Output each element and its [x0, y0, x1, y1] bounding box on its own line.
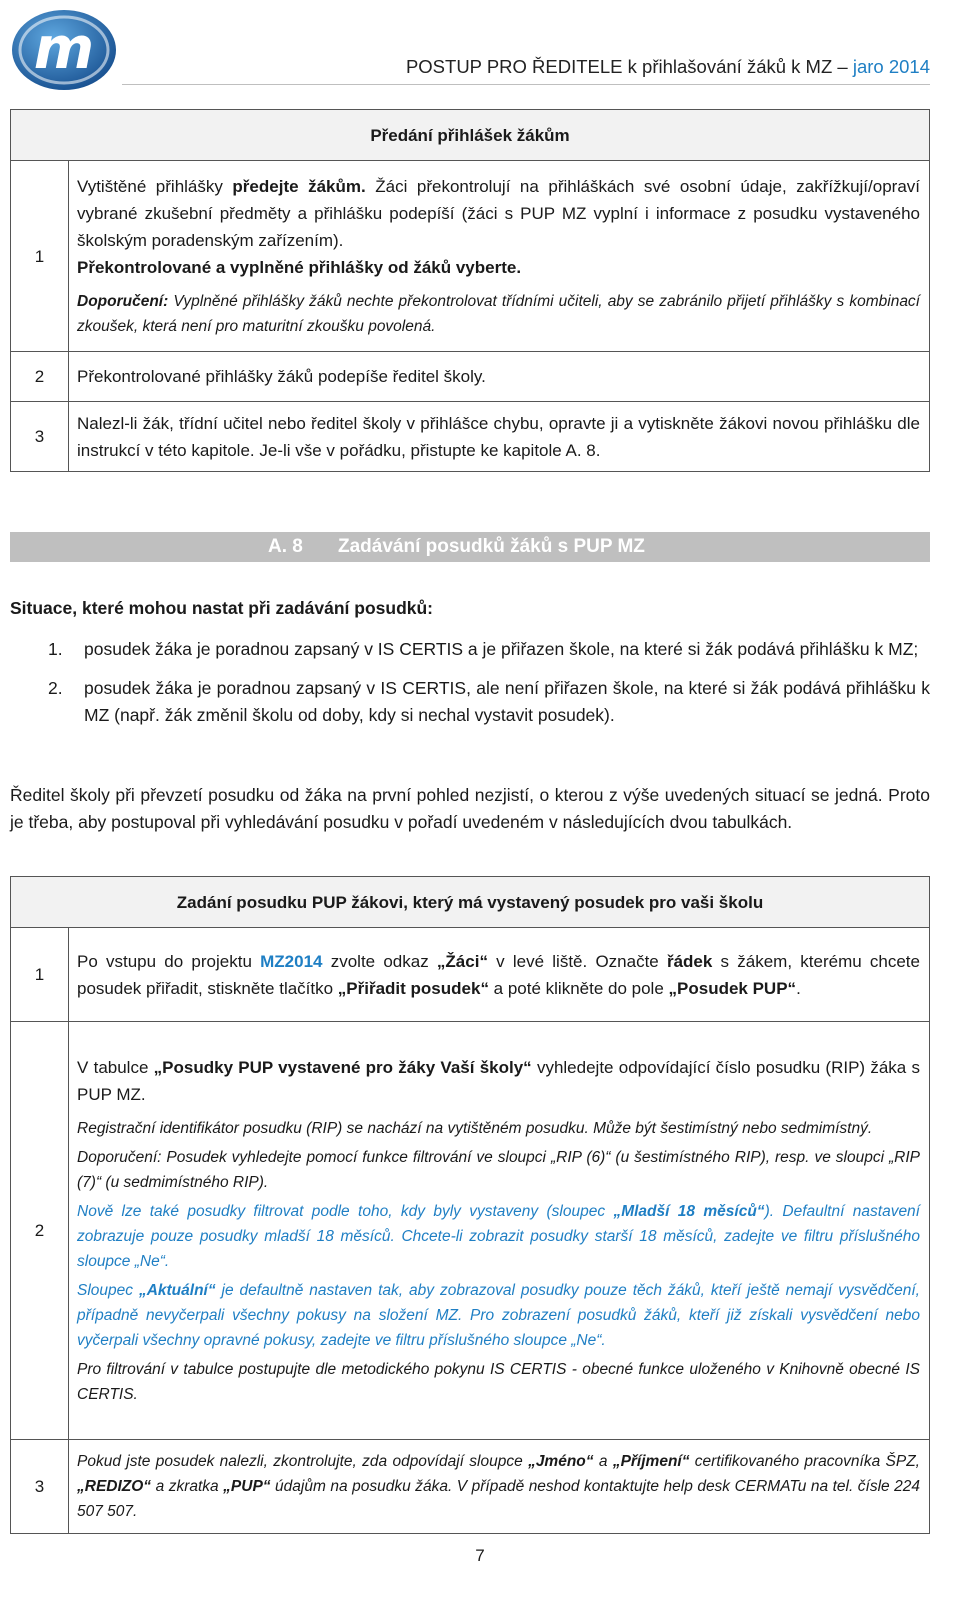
note-text: Nově lze také posudky filtrovat podle toho, kdy byly vystaveny (sloupec „Mladší 18 měsíců“). Defaultní nastavení zobrazuje pouze posudky mladší 18 měsíců. Chcete-li zobrazit posudky starší 18 měsíců, zadejte ve filtru příslušného sloupce „Ne“.	[77, 1203, 920, 1270]
section-number: A. 8	[268, 536, 303, 557]
step-number: 3	[11, 1440, 69, 1534]
step-number: 1	[11, 928, 69, 1022]
step-text: Nalezl-li žák, třídní učitel nebo ředitel školy v přihlášce chybu, opravte ji a vytiskněte žákovi novou přihlášku dle instrukcí v této kapitole. Je-li vše v pořádku, přistupte ke kapitole A. 8.	[69, 402, 930, 472]
section-heading	[10, 532, 930, 562]
project-name: MZ2014	[260, 951, 323, 971]
table-row	[11, 928, 930, 1022]
step-text: Překontrolované přihlášky žáků podepíše ředitel školy.	[69, 352, 930, 402]
step-number: 2	[11, 352, 69, 402]
step-text: V tabulce „Posudky PUP vystavené pro žáky Vaší školy“ vyhledejte odpovídající číslo posudku (RIP) žáka s PUP MZ. Registrační identifikátor posudku (RIP) se nachází na vytištěném posudku. Může být šestimístný nebo sedmimístný. Doporučení: Posudek vyhledejte pomocí funkce filtrování ve sloupci „RIP (6)“ (u šestimístného RIP), resp. ve sloupci „RIP (7)“ (u sedmimístného RIP). Nově lze také posudky filtrovat podle toho, kdy byly vystaveny (sloupec „Mladší 18 měsíců“). Defaultní nastavení zobrazuje pouze posudky mladší 18 měsíců. Chcete-li zobrazit posudky starší 18 měsíců, zadejte ve filtru příslušného sloupce „Ne“. Sloupec „Aktuální“ je defaultně nastaven tak, aby zobrazoval posudky pouze těch žáků, kteří ještě nemají vysvědčení, případně nevyčerpali všechny pokusy na složení MZ. Pro zobrazení posudků žáků, kteří již získali vysvědčení nebo vyčerpali všechny opravné pokusy, zadejte ve filtru příslušného sloupce „Ne“. Pro filtrování v tabulce postupujte dle metodického pokynu IS CERTIS - obecné funkce uloženého v Knihovně obecné IS CERTIS.	[69, 1022, 930, 1440]
step-number: 2	[11, 1022, 69, 1440]
step-text: Po vstupu do projektu MZ2014 zvolte odkaz „Žáci“ v levé liště. Označte řádek s žákem, kterému chcete posudek přiřadit, stiskněte tlačítko „Přiřadit posudek“ a poté klikněte do pole „Posudek PUP“.	[69, 928, 930, 1022]
list-item: 1. posudek žáka je poradnou zapsaný v IS CERTIS a je přiřazen škole, na které si žák podává přihlášku k MZ;	[48, 639, 919, 659]
step-text: Vytištěné přihlášky předejte žákům. Žáci překontrolují na přihláškách své osobní údaje, zakřížkují/opraví vybrané zkušební předměty a přihlášku podepíší (žáci s PUP MZ vyplní i informace z posudku vystaveného školským poradenským zařízením). Překontrolované a vyplněné přihlášky od žáků vyberte. Doporučení: Vyplněné přihlášky žáků nechte překontrolovat třídními učiteli, aby se zabránilo přijetí přihlášky s kombinací zkoušek, která není pro maturitní zkoušku povolená.	[69, 161, 930, 352]
table-heading: Předání přihlášek žákům	[11, 110, 930, 161]
note-text: Doporučení: Posudek vyhledejte pomocí funkce filtrování ve sloupci „RIP (6)“ (u šestimístného RIP), resp. ve sloupci „RIP (7)“ (u sedmimístného RIP).	[77, 1149, 920, 1191]
page-number: 7	[475, 1546, 485, 1565]
table-row	[11, 352, 930, 402]
table-heading: Zadání posudku PUP žákovi, který má vystavený posudek pro vaši školu	[11, 877, 930, 928]
list-item: 2. posudek žáka je poradnou zapsaný v IS CERTIS, ale není přiřazen škole, na které si žák podává přihlášku k MZ (např. žák změnil školu od doby, kdy si nechal vystavit posudek).	[48, 678, 930, 725]
header-divider	[122, 84, 930, 85]
note-text: Sloupec „Aktuální“ je defaultně nastaven tak, aby zobrazoval posudky pouze těch žáků, kteří ještě nemají vysvědčení, případně nevyčerpali všechny pokusy na složení MZ. Pro zobrazení posudků žáků, kteří již získali vysvědčení nebo vyčerpali všechny opravné pokusy, zadejte ve filtru příslušného sloupce „Ne“.	[77, 1282, 920, 1349]
note-text: Registrační identifikátor posudku (RIP) se nachází na vytištěném posudku. Může být šestimístný nebo sedmimístný.	[77, 1120, 873, 1137]
step-number: 1	[11, 161, 69, 352]
header-title-accent: jaro 2014	[852, 56, 930, 77]
assign-report-table	[10, 876, 930, 1534]
step-text: Pokud jste posudek nalezli, zkontrolujte, zda odpovídají sloupce „Jméno“ a „Příjmení“ certifikovaného pracovníka ŠPZ, „REDIZO“ a zkratka „PUP“ údajům na posudku žáka. V případě neshod kontaktujte help desk CERMATu na tel. čísle 224 507 507.	[69, 1440, 930, 1534]
cermat-logo	[8, 4, 120, 94]
intro-paragraph: Ředitel školy při převzetí posudku od žáka na první pohled nezjistí, o kterou z výše uvedených situací se jedná. Proto je třeba, aby postupoval při vyhledávání posudku v pořadí uvedeném v následujících dvou tabulkách.	[10, 785, 930, 832]
table-row	[11, 1022, 930, 1440]
table-row	[11, 161, 930, 352]
handover-steps-table	[10, 109, 930, 472]
situations-list	[10, 636, 930, 741]
page-header-title	[406, 56, 930, 78]
note-text: Vyplněné přihlášky žáků nechte překontrolovat třídními učiteli, aby se zabránilo přijetí přihlášky s kombinací zkoušek, která není pro maturitní zkoušku povolená.	[77, 293, 920, 335]
table-row	[11, 402, 930, 472]
header-title-main: POSTUP PRO ŘEDITELE k přihlašování žáků k MZ –	[405, 56, 853, 77]
step-number: 3	[11, 402, 69, 472]
step-emphasis: Překontrolované a vyplněné přihlášky od žáků vyberte.	[77, 258, 522, 277]
table-row	[11, 1440, 930, 1534]
note-text: Pro filtrování v tabulce postupujte dle metodického pokynu IS CERTIS - obecné funkce uloženého v Knihovně obecné IS CERTIS.	[77, 1361, 920, 1403]
note-label: Doporučení:	[77, 293, 169, 310]
logo-letter: m	[33, 14, 95, 82]
situations-heading: Situace, které mohou nastat při zadávání posudků:	[10, 598, 434, 618]
section-title: Zadávání posudků žáků s PUP MZ	[338, 536, 645, 557]
